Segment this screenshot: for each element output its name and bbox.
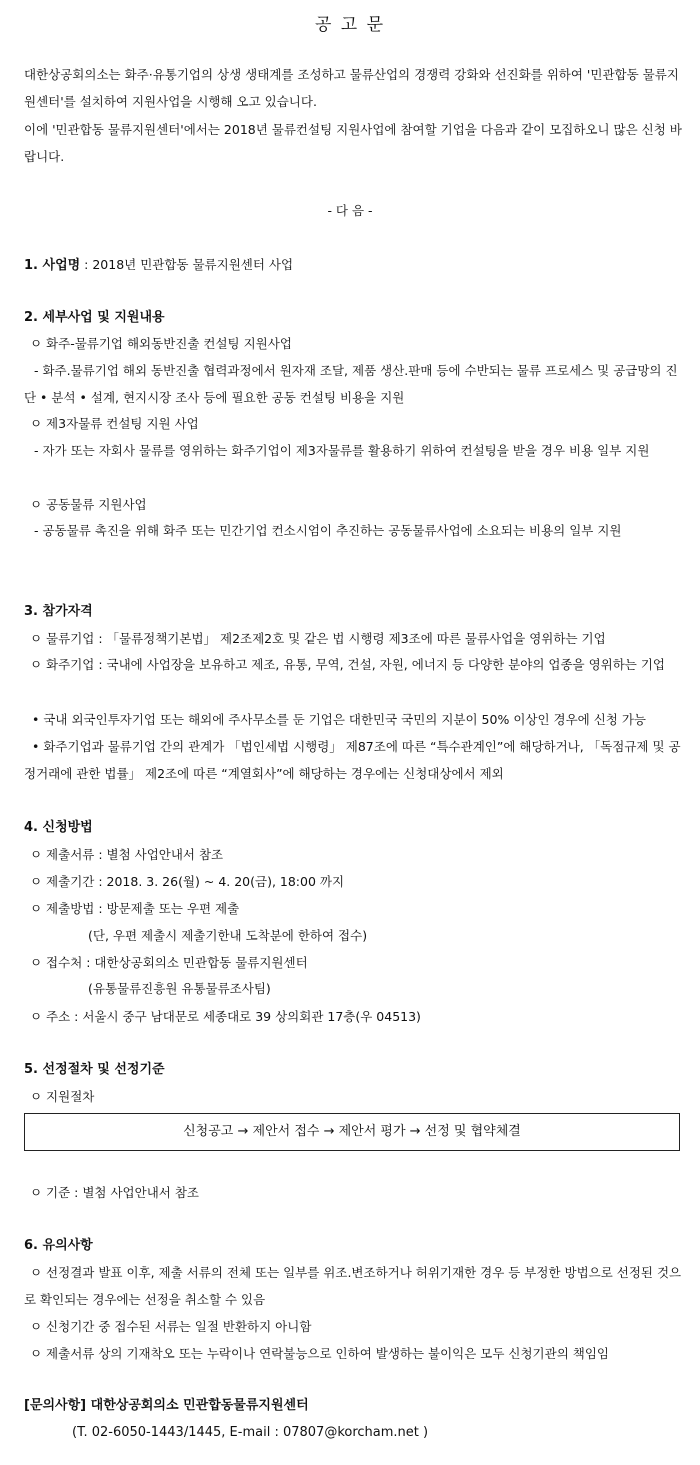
section-4-heading: 4. 신청방법 xyxy=(24,820,93,835)
section-3-note-1: • 국내 외국인투자기업 또는 해외에 주사무소를 둔 기업은 대한민국 국민의 지분이 50% 이상인 경우에 신청 가능 xyxy=(32,712,646,727)
section-6-heading: 6. 유의사항 xyxy=(24,1238,93,1253)
section-3-heading: 3. 참가자격 xyxy=(24,604,93,619)
section-6-item-1: ㅇ 선정결과 발표 이후, 제출 서류의 전체 또는 일부를 위조.변조하거나 허위기재한 경우 등 부정한 방법으로 선정된 것으로 확인되는 경우에는 선정을 취소할 수 있음 xyxy=(24,1265,682,1307)
section-2-item-1-desc: - 화주.물류기업 해외 동반진출 협력과정에서 원자재 조달, 제품 생산.판매 등에 수반되는 물류 프로세스 및 공급망의 진단 • 분석 • 설계, 현지시장 조사 등에 필요한 공동 컨설팅 비용을 지원 xyxy=(24,363,678,405)
section-3-note-2: • 화주기업과 물류기업 간의 관계가 「법인세법 시행령」 제87조에 따른 “특수관계인”에 해당하거나, 「독점규제 및 공정거래에 관한 법률」 제2조에 따른 “계열회사”에 해당하는 경우에는 신청대상에서 제외 xyxy=(24,739,681,781)
intro-paragraph-1: 대한상공회의소는 화주·유통기업의 상생 생태계를 조성하고 물류산업의 경쟁력 강화와 선진화를 위하여 '민관합동 물류지원센터'를 설치하여 지원사업을 시행해 오고 있습니다. xyxy=(24,67,679,109)
section-1-text: : 2018년 민관합동 물류지원센터 사업 xyxy=(80,257,294,272)
section-6-item-3: ㅇ 제출서류 상의 기재착오 또는 누락이나 연락불능으로 인하여 발생하는 불이익은 모두 신청기관의 책임임 xyxy=(30,1346,609,1361)
section-5-criteria: ㅇ 기준 : 별첨 사업안내서 참조 xyxy=(30,1185,199,1200)
section-5-procedure-label: ㅇ 지원절차 xyxy=(30,1089,95,1104)
divider-label: - 다 음 - xyxy=(327,203,373,218)
procedure-flow-box: 신청공고 → 제안서 접수 → 제안서 평가 → 선정 및 협약체결 xyxy=(24,1113,680,1151)
section-4-receiver-team: (유통물류진흥원 유통물류조사팀) xyxy=(88,981,271,996)
section-4-address: ㅇ 주소 : 서울시 중구 남대문로 세종대로 39 상의회관 17층(우 04513) xyxy=(30,1009,421,1024)
contact-heading: [문의사항] 대한상공회의소 민관합동물류지원센터 xyxy=(24,1398,309,1413)
section-4-period: ㅇ 제출기간 : 2018. 3. 26(월) ~ 4. 20(금), 18:00 까지 xyxy=(30,874,345,889)
intro-paragraph-2: 이에 '민관합동 물류지원센터'에서는 2018년 물류컨설팅 지원사업에 참여할 기업을 다음과 같이 모집하오니 많은 신청 바랍니다. xyxy=(24,122,682,164)
section-6-item-2: ㅇ 신청기간 중 접수된 서류는 일절 반환하지 아니함 xyxy=(30,1319,312,1334)
section-1 xyxy=(24,252,682,280)
section-2-item-3-desc: - 공동물류 촉진을 위해 화주 또는 민간기업 컨소시엄이 추진하는 공동물류사업에 소요되는 비용의 일부 지원 xyxy=(34,523,622,538)
document-title: 공 고 문 xyxy=(314,15,386,35)
section-4-documents: ㅇ 제출서류 : 별첨 사업안내서 참조 xyxy=(30,847,224,862)
section-4-method-note: (단, 우편 제출시 제출기한내 도착분에 한하여 접수) xyxy=(88,928,368,943)
section-4-method: ㅇ 제출방법 : 방문제출 또는 우편 제출 xyxy=(30,901,240,916)
section-2-item-2-desc: - 자가 또는 자회사 물류를 영위하는 화주기업이 제3자물류를 활용하기 위하여 컨설팅을 받을 경우 비용 일부 지원 xyxy=(34,443,650,458)
section-2-item-1: ㅇ 화주-물류기업 해외동반진출 컨설팅 지원사업 xyxy=(30,336,292,351)
section-5-heading: 5. 선정절차 및 선정기준 xyxy=(24,1062,165,1077)
section-4-receiver: ㅇ 접수처 : 대한상공회의소 민관합동 물류지원센터 xyxy=(30,955,308,970)
section-1-heading: 1. 사업명 xyxy=(24,258,81,273)
section-2-heading: 2. 세부사업 및 지원내용 xyxy=(24,310,165,325)
section-2-item-2: ㅇ 제3자물류 컨설팅 지원 사업 xyxy=(30,416,199,431)
section-3-item-2: ㅇ 화주기업 : 국내에 사업장을 보유하고 제조, 유통, 무역, 건설, 자원, 에너지 등 다양한 분야의 업종을 영위하는 기업 xyxy=(30,657,666,672)
contact-details: (T. 02-6050-1443/1445, E-mail : 07807@korcham.net ) xyxy=(72,1425,429,1440)
section-3-item-1: ㅇ 물류기업 : 「물류정책기본법」 제2조제2호 및 같은 법 시행령 제3조에 따른 물류사업을 영위하는 기업 xyxy=(30,631,606,646)
section-2-item-3: ㅇ 공동물류 지원사업 xyxy=(30,497,147,512)
